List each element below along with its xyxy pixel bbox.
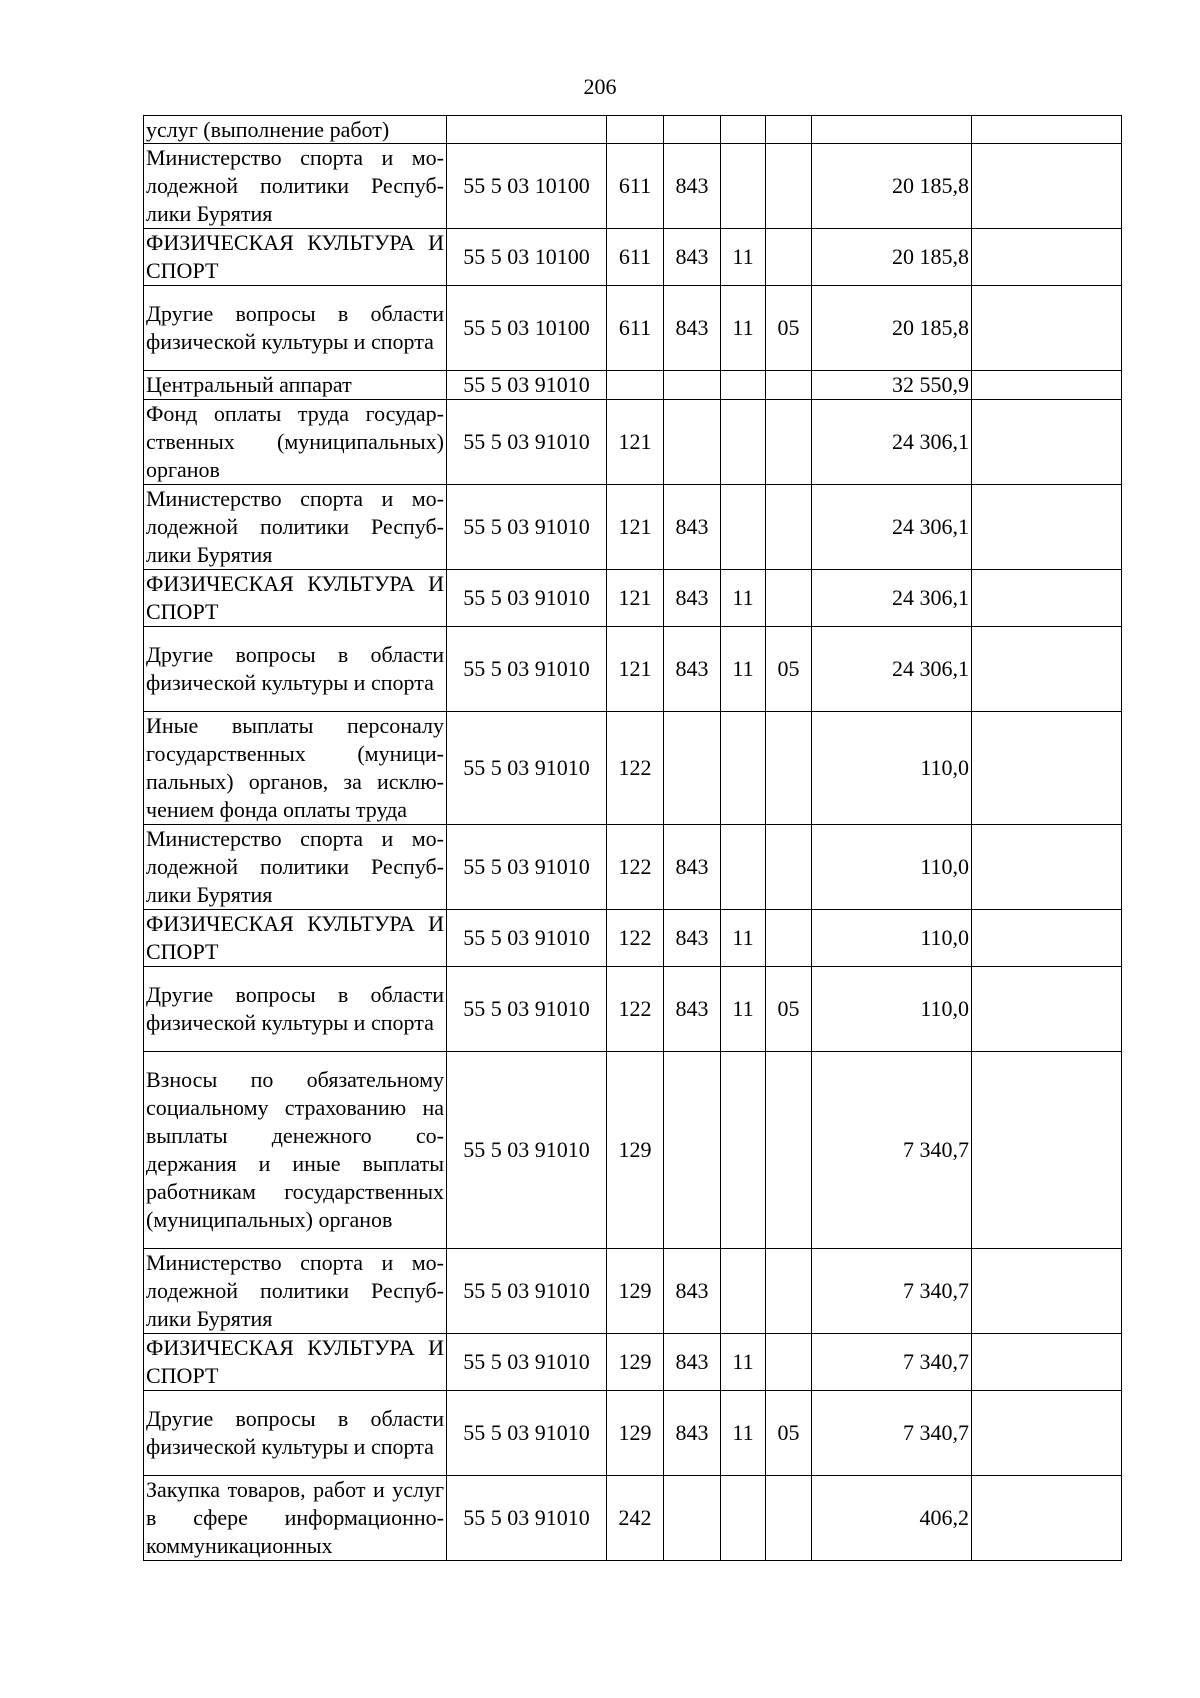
subsection-code [766, 825, 812, 910]
table-row [144, 1476, 1122, 1561]
amount: 20 185,8 [812, 229, 972, 286]
subsection-code [766, 910, 812, 967]
ministry-code [664, 371, 721, 400]
target-code: 55 5 03 91010 [447, 627, 607, 712]
section-code [721, 485, 766, 570]
item-name: Центральный аппарат [144, 371, 447, 400]
item-name: Министерство спорта и молодежной политики Республики Бурятия [144, 144, 447, 229]
amount: 24 306,1 [812, 627, 972, 712]
target-code: 55 5 03 91010 [447, 1052, 607, 1249]
subsection-code [766, 371, 812, 400]
subsection-code [766, 1249, 812, 1334]
extra-cell [972, 1391, 1122, 1476]
table-row [144, 1052, 1122, 1249]
item-name: Фонд оплаты труда государственных (муниципальных) органов [144, 400, 447, 485]
amount: 110,0 [812, 825, 972, 910]
ministry-code [664, 1052, 721, 1249]
ministry-code: 843 [664, 1334, 721, 1391]
extra-cell [972, 485, 1122, 570]
item-name: Министерство спорта и молодежной политики Республики Бурятия [144, 485, 447, 570]
extra-cell [972, 570, 1122, 627]
target-code: 55 5 03 91010 [447, 485, 607, 570]
section-code [721, 712, 766, 825]
expense-type-code: 121 [607, 400, 664, 485]
ministry-code [664, 116, 721, 144]
item-name: Другие вопросы в области физической культуры и спорта [144, 967, 447, 1052]
amount: 110,0 [812, 910, 972, 967]
ministry-code: 843 [664, 570, 721, 627]
item-name: услуг (выполнение работ) [144, 116, 447, 144]
section-code: 11 [721, 1334, 766, 1391]
section-code [721, 1249, 766, 1334]
ministry-code: 843 [664, 825, 721, 910]
amount: 406,2 [812, 1476, 972, 1561]
extra-cell [972, 371, 1122, 400]
extra-cell [972, 229, 1122, 286]
amount: 20 185,8 [812, 286, 972, 371]
table-row [144, 286, 1122, 371]
ministry-code: 843 [664, 144, 721, 229]
target-code: 55 5 03 91010 [447, 570, 607, 627]
amount: 110,0 [812, 712, 972, 825]
amount: 7 340,7 [812, 1249, 972, 1334]
target-code: 55 5 03 91010 [447, 400, 607, 485]
table-row [144, 116, 1122, 144]
section-code [721, 1052, 766, 1249]
subsection-code: 05 [766, 967, 812, 1052]
section-code: 11 [721, 229, 766, 286]
amount: 32 550,9 [812, 371, 972, 400]
extra-cell [972, 144, 1122, 229]
subsection-code [766, 116, 812, 144]
item-name: Другие вопросы в области физической культуры и спорта [144, 627, 447, 712]
expense-type-code: 611 [607, 144, 664, 229]
target-code: 55 5 03 91010 [447, 910, 607, 967]
item-name: Министерство спорта и молодежной политики Республики Бурятия [144, 825, 447, 910]
item-name: Взносы по обязательному социальному страхованию на выплаты денежного содержания и иные выплаты работникам государственных (муниципальных) органов [144, 1052, 447, 1249]
ministry-code: 843 [664, 229, 721, 286]
extra-cell [972, 286, 1122, 371]
target-code [447, 116, 607, 144]
amount: 24 306,1 [812, 570, 972, 627]
item-name: ФИЗИЧЕСКАЯ КУЛЬТУРА И СПОРТ [144, 910, 447, 967]
amount: 110,0 [812, 967, 972, 1052]
item-name: ФИЗИЧЕСКАЯ КУЛЬТУРА И СПОРТ [144, 570, 447, 627]
item-name: ФИЗИЧЕСКАЯ КУЛЬТУРА И СПОРТ [144, 229, 447, 286]
amount: 24 306,1 [812, 400, 972, 485]
extra-cell [972, 712, 1122, 825]
subsection-code [766, 400, 812, 485]
extra-cell [972, 1476, 1122, 1561]
subsection-code: 05 [766, 286, 812, 371]
section-code [721, 1476, 766, 1561]
extra-cell [972, 400, 1122, 485]
target-code: 55 5 03 91010 [447, 1391, 607, 1476]
item-name: Закупка товаров, работ и услуг в сфере информационно-коммуникационных [144, 1476, 447, 1561]
ministry-code [664, 400, 721, 485]
expense-type-code: 129 [607, 1052, 664, 1249]
expense-type-code: 122 [607, 825, 664, 910]
subsection-code: 05 [766, 627, 812, 712]
ministry-code: 843 [664, 286, 721, 371]
ministry-code [664, 1476, 721, 1561]
table-row [144, 1249, 1122, 1334]
ministry-code: 843 [664, 967, 721, 1052]
subsection-code: 05 [766, 1391, 812, 1476]
extra-cell [972, 627, 1122, 712]
expense-type-code: 121 [607, 627, 664, 712]
expense-type-code: 611 [607, 229, 664, 286]
extra-cell [972, 967, 1122, 1052]
expense-type-code: 121 [607, 570, 664, 627]
section-code [721, 371, 766, 400]
section-code: 11 [721, 286, 766, 371]
subsection-code [766, 1476, 812, 1561]
ministry-code [664, 712, 721, 825]
expense-type-code: 122 [607, 712, 664, 825]
subsection-code [766, 1052, 812, 1249]
expense-type-code: 129 [607, 1391, 664, 1476]
extra-cell [972, 825, 1122, 910]
ministry-code: 843 [664, 1391, 721, 1476]
amount: 7 340,7 [812, 1391, 972, 1476]
budget-table [143, 115, 1122, 1561]
table-row [144, 485, 1122, 570]
expense-type-code: 122 [607, 967, 664, 1052]
table-row [144, 229, 1122, 286]
section-code [721, 144, 766, 229]
table-row [144, 627, 1122, 712]
expense-type-code [607, 116, 664, 144]
subsection-code [766, 1334, 812, 1391]
extra-cell [972, 1334, 1122, 1391]
extra-cell [972, 910, 1122, 967]
subsection-code [766, 485, 812, 570]
item-name: ФИЗИЧЕСКАЯ КУЛЬТУРА И СПОРТ [144, 1334, 447, 1391]
expense-type-code: 242 [607, 1476, 664, 1561]
target-code: 55 5 03 91010 [447, 1249, 607, 1334]
target-code: 55 5 03 91010 [447, 1476, 607, 1561]
target-code: 55 5 03 91010 [447, 712, 607, 825]
table-row [144, 400, 1122, 485]
item-name: Другие вопросы в области физической культуры и спорта [144, 1391, 447, 1476]
table-row [144, 1391, 1122, 1476]
item-name: Министерство спорта и молодежной политики Республики Бурятия [144, 1249, 447, 1334]
section-code [721, 825, 766, 910]
table-row [144, 712, 1122, 825]
table-row [144, 371, 1122, 400]
table-row [144, 967, 1122, 1052]
ministry-code: 843 [664, 627, 721, 712]
target-code: 55 5 03 10100 [447, 286, 607, 371]
ministry-code: 843 [664, 910, 721, 967]
table-row [144, 570, 1122, 627]
target-code: 55 5 03 91010 [447, 825, 607, 910]
expense-type-code: 611 [607, 286, 664, 371]
expense-type-code [607, 371, 664, 400]
amount: 7 340,7 [812, 1334, 972, 1391]
section-code: 11 [721, 627, 766, 712]
page-number: 206 [583, 74, 617, 99]
item-name: Иные выплаты персоналу государственных (муниципальных) органов, за исключением фонда оплаты труда [144, 712, 447, 825]
amount: 24 306,1 [812, 485, 972, 570]
table-row [144, 1334, 1122, 1391]
expense-type-code: 129 [607, 1249, 664, 1334]
amount [812, 116, 972, 144]
target-code: 55 5 03 91010 [447, 1334, 607, 1391]
section-code: 11 [721, 967, 766, 1052]
expense-type-code: 129 [607, 1334, 664, 1391]
target-code: 55 5 03 91010 [447, 371, 607, 400]
section-code [721, 116, 766, 144]
target-code: 55 5 03 91010 [447, 967, 607, 1052]
target-code: 55 5 03 10100 [447, 144, 607, 229]
subsection-code [766, 712, 812, 825]
extra-cell [972, 116, 1122, 144]
section-code: 11 [721, 1391, 766, 1476]
extra-cell [972, 1052, 1122, 1249]
target-code: 55 5 03 10100 [447, 229, 607, 286]
item-name: Другие вопросы в области физической культуры и спорта [144, 286, 447, 371]
amount: 7 340,7 [812, 1052, 972, 1249]
section-code: 11 [721, 570, 766, 627]
table-row [144, 825, 1122, 910]
extra-cell [972, 1249, 1122, 1334]
table-row [144, 144, 1122, 229]
ministry-code: 843 [664, 1249, 721, 1334]
section-code: 11 [721, 910, 766, 967]
expense-type-code: 122 [607, 910, 664, 967]
amount: 20 185,8 [812, 144, 972, 229]
ministry-code: 843 [664, 485, 721, 570]
section-code [721, 400, 766, 485]
subsection-code [766, 144, 812, 229]
expense-type-code: 121 [607, 485, 664, 570]
table-row [144, 910, 1122, 967]
subsection-code [766, 229, 812, 286]
subsection-code [766, 570, 812, 627]
